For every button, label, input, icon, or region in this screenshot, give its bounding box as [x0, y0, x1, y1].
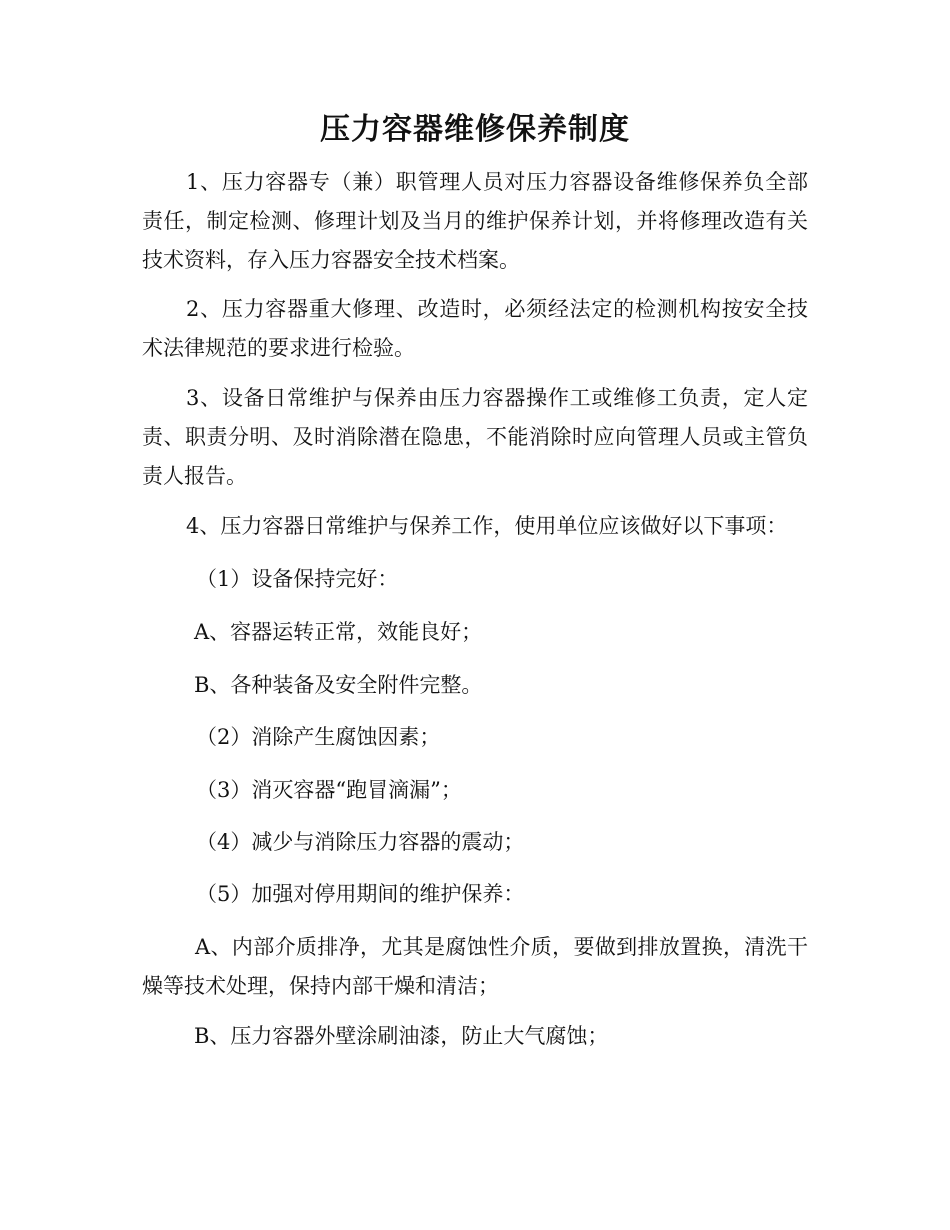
- paragraph-4: 4、压力容器日常维护与保养工作，使用单位应该做好以下事项：: [186, 514, 788, 538]
- item-1: （1）设备保持完好：: [196, 567, 399, 591]
- item-1-a: A、容器运转正常，效能良好；: [194, 620, 483, 644]
- item-5-b: B、压力容器外壁涂刷油漆，防止大气腐蚀；: [194, 1024, 609, 1048]
- item-5: （5）加强对停用期间的维护保养：: [196, 882, 525, 906]
- item-1-b: B、各种装备及安全附件完整。: [194, 673, 483, 697]
- paragraph-3: 3、设备日常维护与保养由压力容器操作工或维修工负责，定人定责、职责分明、及时消除潜在隐患，不能消除时应向管理人员或主管负责人报告。: [142, 386, 808, 488]
- item-5-a: A、内部介质排净，尤其是腐蚀性介质，要做到排放置换，清洗干燥等技术处理，保持内部干燥和清洁；: [142, 935, 808, 998]
- item-2: （2）消除产生腐蚀因素；: [196, 725, 441, 749]
- item-3: （3）消灭容器“跑冒滴漏”；: [196, 778, 462, 802]
- paragraph-2: 2、压力容器重大修理、改造时，必须经法定的检测机构按安全技术法律规范的要求进行检验。: [142, 297, 808, 360]
- document-title: 压力容器维修保养制度: [320, 112, 630, 147]
- item-4: （4）减少与消除压力容器的震动；: [196, 830, 525, 854]
- paragraph-1: 1、压力容器专（兼）职管理人员对压力容器设备维修保养负全部责任，制定检测、修理计划及当月的维护保养计划，并将修理改造有关技术资料，存入压力容器安全技术档案。: [142, 170, 808, 272]
